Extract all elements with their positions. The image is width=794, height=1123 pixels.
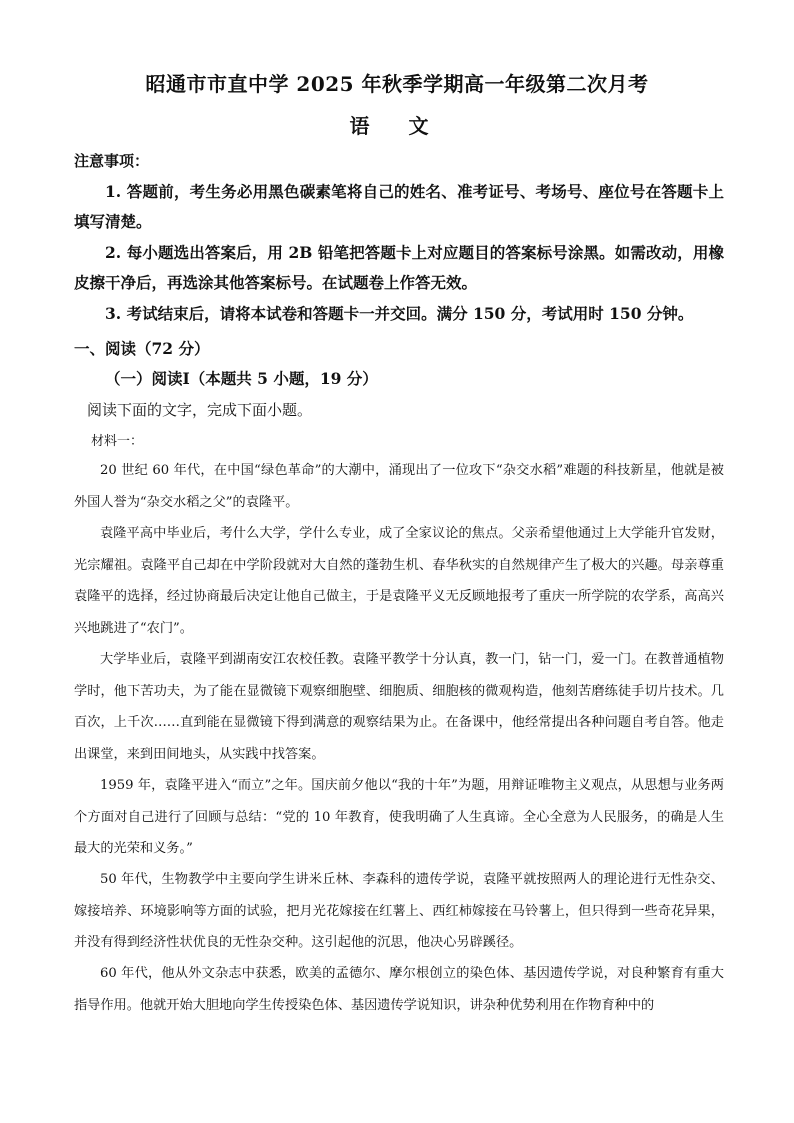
notice-heading: 注意事项： [74, 152, 150, 170]
exam-title: 昭通市市直中学 2025 年秋季学期高一年级第二次月考 [145, 72, 649, 96]
part-title: 一、阅读（72 分） [74, 339, 210, 358]
passage-paragraph-3: 大学毕业后，袁隆平到湖南安江农校任教。袁隆平教学十分认真，教一门，钻一门，爱一门。在教普通植物学时，他下苦功夫，为了能在显微镜下观察细胞壁、细胞质、细胞核的微观构造，他刻苦磨练徒手切片技术。几百次，上千次……直到能在显微镜下得到满意的观察结果为止。在备课中，他经常提出各种问题自考自答。他走出课堂，来到田间地头，从实践中找答案。 [74, 652, 724, 762]
passage-paragraph-1: 20 世纪 60 年代，在中国“绿色革命”的大潮中，涌现出了一位攻下“杂交水稻”难题的科技新星，他就是被外国人誉为“杂交水稻之父”的袁隆平。 [74, 463, 724, 510]
passage-paragraph-2: 袁隆平高中毕业后，考什么大学，学什么专业，成了全家议论的焦点。父亲希望他通过上大学能升官发财，光宗耀祖。袁隆平自己却在中学阶段就对大自然的蓬勃生机、春华秋实的自然规律产生了极大的兴趣。母亲尊重袁隆平的选择，经过协商最后决定让他自己做主，于是袁隆平义无反顾地报考了重庆一所学院的农学系，高高兴兴地跳进了“农门”。 [74, 526, 724, 636]
reading-instruction: 阅读下面的文字，完成下面小题。 [87, 401, 313, 419]
notice-item-2: 2. 每小题选出答案后，用 2B 铅笔把答题卡上对应题目的答案标号涂黑。如需改动，用橡皮擦干净后，再选涂其他答案标号。在试题卷上作答无效。 [74, 243, 724, 292]
sub-section-title: （一）阅读Ⅰ（本题共 5 小题，19 分） [105, 369, 378, 388]
subject-title: 语 文 [349, 114, 445, 138]
passage-paragraph-5: 50 年代，生物教学中主要向学生讲米丘林、李森科的遗传学说，袁隆平就按照两人的理论进行无性杂交、嫁接培养、环境影响等方面的试验，把月光花嫁接在红薯上、西红柿嫁接在马铃薯上，但只得到一些奇花异果，并没有得到经济性状优良的无性杂交种。这引起他的沉思，他决心另辟蹊径。 [74, 872, 724, 950]
passage-paragraph-6: 60 年代，他从外文杂志中获悉，欧美的孟德尔、摩尔根创立的染色体、基因遗传学说，对良种繁育有重大指导作用。他就开始大胆地向学生传授染色体、基因遗传学说知识，讲杂种优势利用在作物育种中的 [74, 966, 724, 1013]
material-label: 材料一： [91, 434, 144, 449]
notice-item-3: 3. 考试结束后，请将本试卷和答题卡一并交回。满分 150 分，考试用时 150 分钟。 [105, 304, 694, 323]
notice-item-1: 1. 答题前，考生务必用黑色碳素笔将自己的姓名、准考证号、考场号、座位号在答题卡上填写清楚。 [74, 182, 724, 231]
passage-paragraph-4: 1959 年，袁隆平进入“而立”之年。国庆前夕他以“我的十年”为题，用辩证唯物主义观点，从思想与业务两个方面对自己进行了回顾与总结：“党的 10 年教育，使我明确了人生真谛。全心全意为人民服务，的确是人生最大的光荣和义务。” [74, 778, 724, 856]
